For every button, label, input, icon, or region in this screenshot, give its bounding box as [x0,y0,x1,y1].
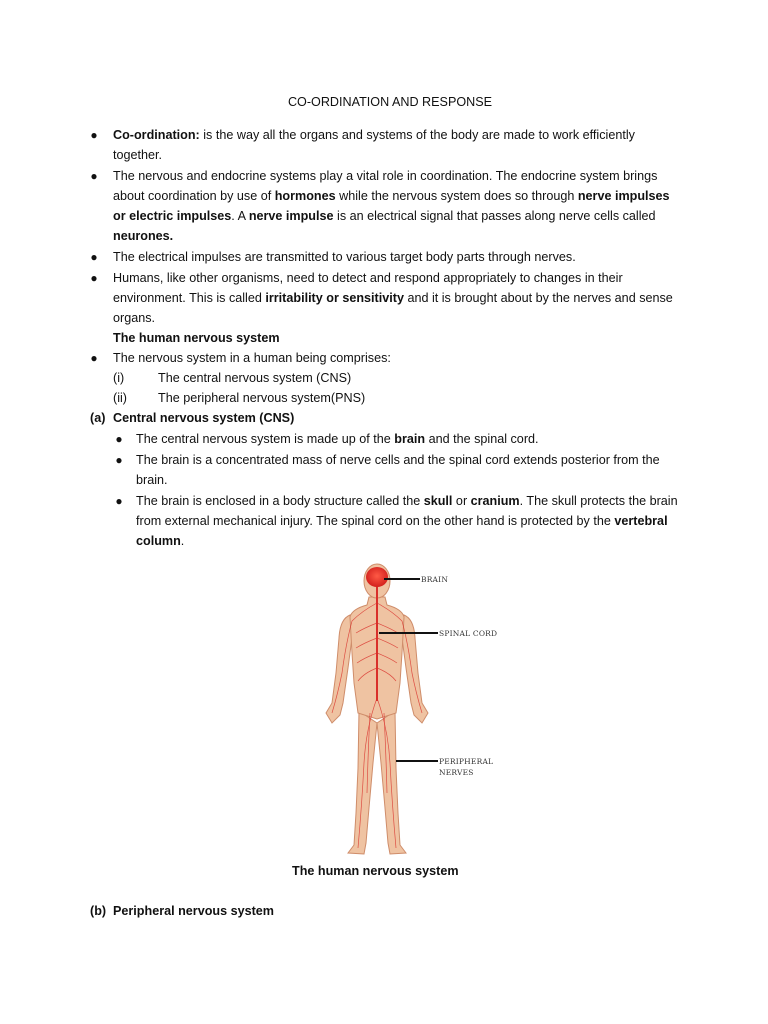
section-b-heading: Peripheral nervous system [113,904,274,918]
bullet-icon: ● [90,271,98,285]
paragraph-comprises: The nervous system in a human being comprises: [113,351,391,365]
text-span: while the nervous system does so through [335,189,578,203]
text-span: The brain is enclosed in a body structure called the [136,494,424,508]
section-a-heading: Central nervous system (CNS) [113,411,295,425]
paragraph-irritability [113,268,673,328]
text-span: and it is brought about by the nerves and sense organs. [113,291,673,325]
list-item-num: (i) [113,371,125,385]
paragraph-brain: The brain is a concentrated mass of nerve cells and the spinal cord extends posterior from the brain. [136,453,660,487]
paragraph-skull [136,491,681,551]
text-span: Humans, like other organisms, need to detect and respond appropriately to changes in their environment. This is called [113,271,623,305]
figure-caption: The human nervous system [292,864,459,878]
text-span: . A [231,209,249,223]
paragraph-impulses: The electrical impulses are transmitted to various target body parts through nerves. [113,250,576,264]
paragraph-coordination [113,125,673,165]
term-skull: skull [423,494,453,508]
text-span: and the spinal cord. [425,432,539,446]
bullet-icon: ● [115,453,123,467]
paragraph-systems [113,166,673,246]
brain-icon [366,567,388,587]
term-coordination: Co-ordination: [113,128,200,142]
bullet-icon: ● [90,351,98,365]
label-spinal-cord: SPINAL CORD [439,629,498,638]
text-span: . The skull protects the brain from external mechanical injury. The spinal cord on the other hand is protected by the [136,494,678,528]
paragraph-cns [136,429,681,449]
label-peripheral: PERIPHERAL [439,757,494,766]
text-span: . [180,534,185,548]
bullet-icon: ● [90,169,98,183]
term-nerve-impulses: nerve impulses or electric impulses [113,189,670,223]
nervous-system-illustration [312,553,502,858]
bullet-icon: ● [90,128,98,142]
text-span: The nervous and endocrine systems play a vital role in coordination. The endocrine system brings about coordination by use of [113,169,658,203]
term-cranium: cranium [470,494,520,508]
label-nerves: NERVES [439,768,474,777]
text-span: is an electrical signal that passes along nerve cells called [333,209,656,223]
term-hormones: hormones [274,189,336,203]
list-item-text: The central nervous system (CNS) [158,371,352,385]
term-neurones: neurones. [113,229,174,243]
bullet-icon: ● [115,494,123,508]
text-span: is the way all the organs and systems of the body are made to work efficiently together. [113,128,635,162]
term-vertebral-column: vertebral column [136,514,668,548]
label-brain: BRAIN [421,575,449,584]
section-b-label: (b) [90,904,107,918]
list-item-text: The peripheral nervous system(PNS) [158,391,366,405]
list-item-num: (ii) [113,391,127,405]
page-title: CO-ORDINATION AND RESPONSE [287,95,493,109]
term-brain: brain [394,432,426,446]
nervous-system-figure [312,553,502,858]
section-a-label: (a) [90,411,106,425]
heading-human-nervous-system: The human nervous system [113,331,280,345]
term-nerve-impulse: nerve impulse [248,209,334,223]
bullet-icon: ● [115,432,123,446]
bullet-icon: ● [90,250,98,264]
text-span: The central nervous system is made up of the [136,432,395,446]
text-span: or [452,494,471,508]
term-irritability: irritability or sensitivity [265,291,404,305]
